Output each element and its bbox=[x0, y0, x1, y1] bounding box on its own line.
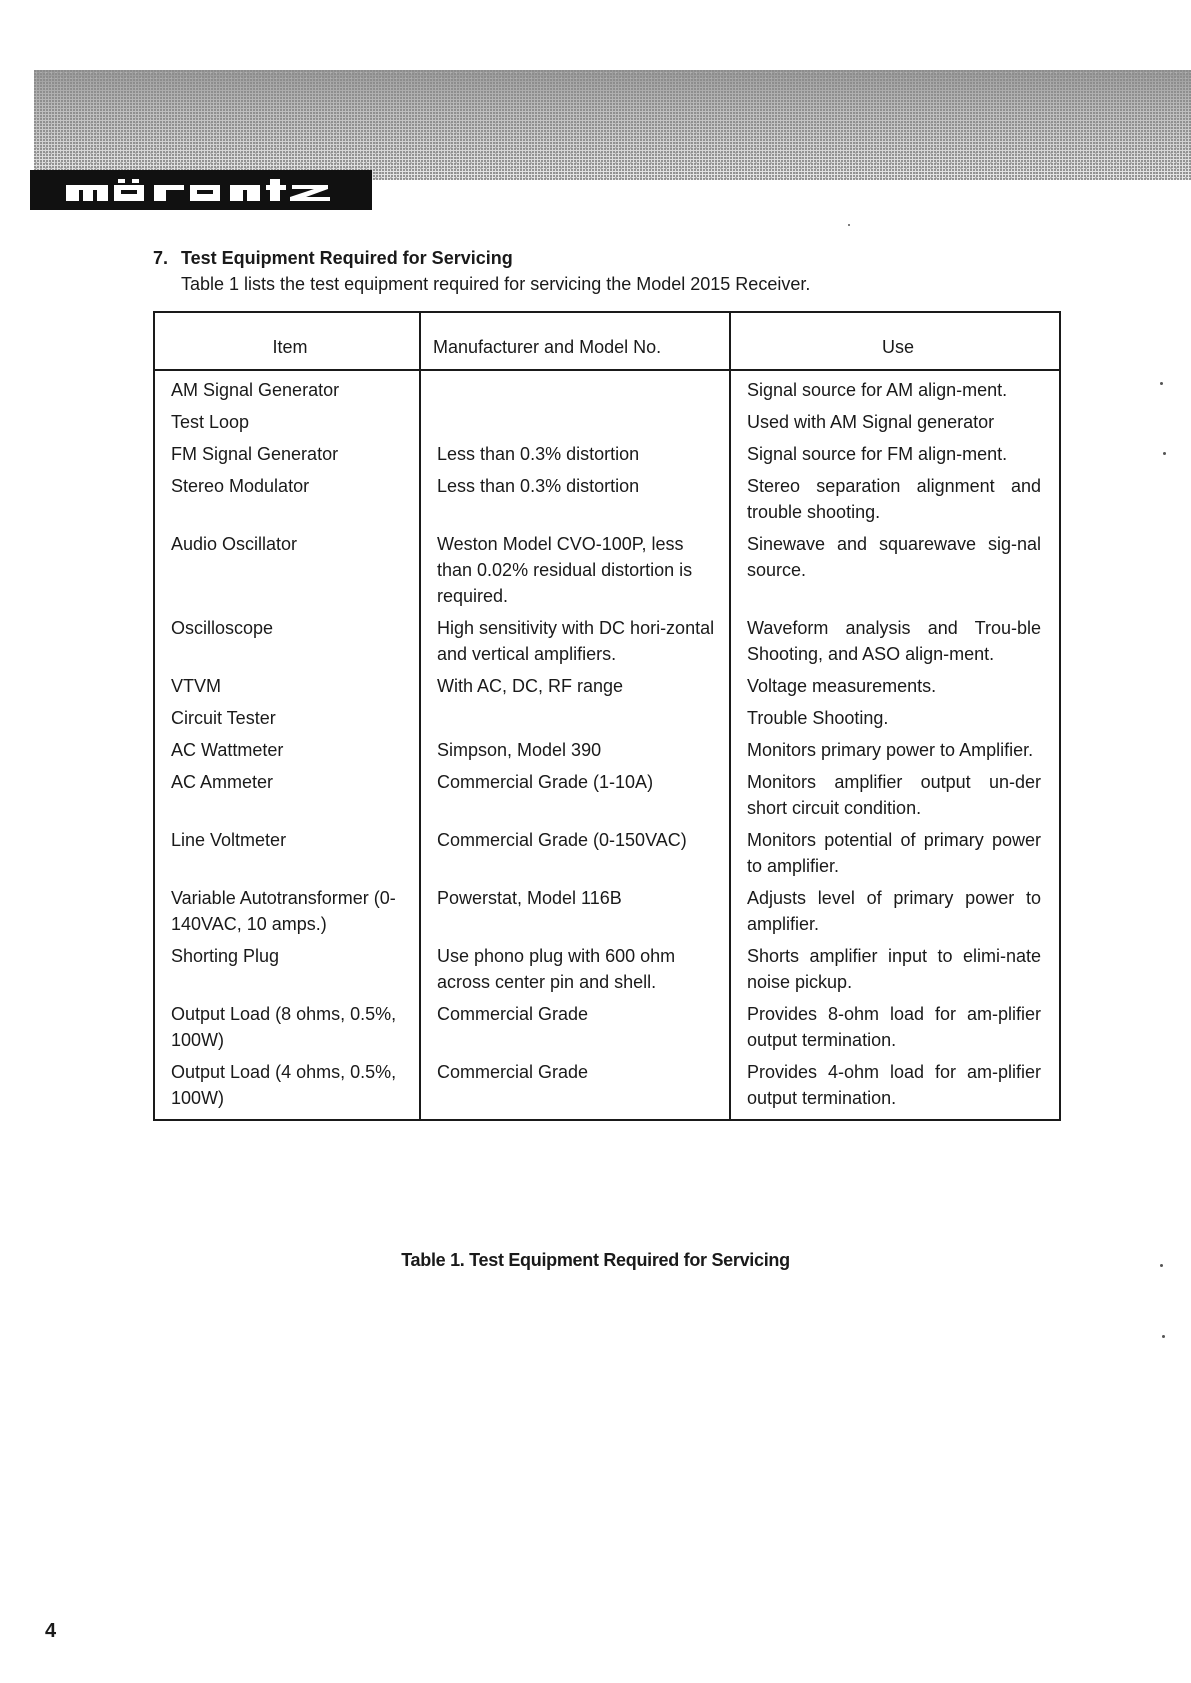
table-row bbox=[154, 441, 1060, 473]
cell-manufacturer bbox=[420, 370, 730, 409]
cell-manufacturer: Commercial Grade bbox=[420, 1001, 730, 1059]
column-header-item: Item bbox=[154, 312, 420, 370]
section-title: Test Equipment Required for Servicing bbox=[181, 248, 513, 268]
cell-use: Monitors amplifier output un-der short circuit condition. bbox=[730, 769, 1060, 827]
table-row bbox=[154, 769, 1060, 827]
scan-speck bbox=[1160, 382, 1163, 385]
cell-use: Sinewave and squarewave sig-nal source. bbox=[730, 531, 1060, 615]
table-row bbox=[154, 943, 1060, 1001]
cell-item: Output Load (4 ohms, 0.5%, 100W) bbox=[154, 1059, 420, 1120]
cell-use: Monitors primary power to Amplifier. bbox=[730, 737, 1060, 769]
cell-item: Variable Autotransformer (0-140VAC, 10 amps.) bbox=[154, 885, 420, 943]
header-halftone-band bbox=[34, 70, 1191, 180]
cell-item: Circuit Tester bbox=[154, 705, 420, 737]
section-number: 7. bbox=[153, 248, 169, 268]
cell-manufacturer: Commercial Grade (1-10A) bbox=[420, 769, 730, 827]
test-equipment-table bbox=[153, 311, 1061, 1121]
cell-use: Waveform analysis and Trou-ble Shooting, and ASO align-ment. bbox=[730, 615, 1060, 673]
cell-manufacturer: Commercial Grade bbox=[420, 1059, 730, 1120]
table-row bbox=[154, 673, 1060, 705]
table-row bbox=[154, 370, 1060, 409]
table-row bbox=[154, 531, 1060, 615]
marantz-logo-wordmark bbox=[66, 179, 336, 201]
cell-manufacturer: Commercial Grade (0-150VAC) bbox=[420, 827, 730, 885]
page-number: 4 bbox=[45, 1620, 57, 1642]
scan-speck bbox=[1160, 1264, 1163, 1267]
table-header-row bbox=[154, 312, 1060, 370]
scan-speck bbox=[1163, 452, 1166, 455]
cell-use: Adjusts level of primary power to amplifier. bbox=[730, 885, 1060, 943]
cell-use: Used with AM Signal generator bbox=[730, 409, 1060, 441]
cell-use: Signal source for FM align-ment. bbox=[730, 441, 1060, 473]
cell-use: Shorts amplifier input to elimi-nate noise pickup. bbox=[730, 943, 1060, 1001]
table-row bbox=[154, 705, 1060, 737]
cell-use: Voltage measurements. bbox=[730, 673, 1060, 705]
cell-manufacturer: High sensitivity with DC hori-zontal and vertical amplifiers. bbox=[420, 615, 730, 673]
table-row bbox=[154, 827, 1060, 885]
cell-use: Monitors potential of primary power to amplifier. bbox=[730, 827, 1060, 885]
cell-item: Audio Oscillator bbox=[154, 531, 420, 615]
cell-manufacturer: Less than 0.3% distortion bbox=[420, 473, 730, 531]
cell-manufacturer: Less than 0.3% distortion bbox=[420, 441, 730, 473]
cell-item: Stereo Modulator bbox=[154, 473, 420, 531]
cell-manufacturer bbox=[420, 705, 730, 737]
column-header-manufacturer: Manufacturer and Model No. bbox=[420, 312, 730, 370]
cell-use: Provides 8-ohm load for am-plifier output termination. bbox=[730, 1001, 1060, 1059]
table-row bbox=[154, 409, 1060, 441]
cell-item: AC Ammeter bbox=[154, 769, 420, 827]
cell-item: Shorting Plug bbox=[154, 943, 420, 1001]
cell-item: Test Loop bbox=[154, 409, 420, 441]
cell-manufacturer: Powerstat, Model 116B bbox=[420, 885, 730, 943]
cell-item: Output Load (8 ohms, 0.5%, 100W) bbox=[154, 1001, 420, 1059]
cell-item: Oscilloscope bbox=[154, 615, 420, 673]
cell-item: Line Voltmeter bbox=[154, 827, 420, 885]
cell-use: Trouble Shooting. bbox=[730, 705, 1060, 737]
cell-use: Stereo separation alignment and trouble shooting. bbox=[730, 473, 1060, 531]
section-intro: Table 1 lists the test equipment required for servicing the Model 2015 Receiver. bbox=[181, 274, 811, 294]
cell-manufacturer: Simpson, Model 390 bbox=[420, 737, 730, 769]
table-row bbox=[154, 1059, 1060, 1120]
table-row bbox=[154, 737, 1060, 769]
section-heading bbox=[153, 248, 513, 269]
cell-manufacturer: Use phono plug with 600 ohm across center pin and shell. bbox=[420, 943, 730, 1001]
cell-use: Provides 4-ohm load for am-plifier output termination. bbox=[730, 1059, 1060, 1120]
table-row bbox=[154, 885, 1060, 943]
cell-item: FM Signal Generator bbox=[154, 441, 420, 473]
cell-item: AC Wattmeter bbox=[154, 737, 420, 769]
table-caption: Table 1. Test Equipment Required for Servicing bbox=[401, 1250, 790, 1270]
table-row bbox=[154, 615, 1060, 673]
marantz-logo bbox=[30, 170, 372, 210]
table-row bbox=[154, 473, 1060, 531]
column-header-use: Use bbox=[730, 312, 1060, 370]
cell-manufacturer: With AC, DC, RF range bbox=[420, 673, 730, 705]
cell-item: VTVM bbox=[154, 673, 420, 705]
cell-item: AM Signal Generator bbox=[154, 370, 420, 409]
scan-speck bbox=[848, 224, 850, 226]
cell-use: Signal source for AM align-ment. bbox=[730, 370, 1060, 409]
scan-speck bbox=[1162, 1335, 1165, 1338]
cell-manufacturer: Weston Model CVO-100P, less than 0.02% residual distortion is required. bbox=[420, 531, 730, 615]
cell-manufacturer bbox=[420, 409, 730, 441]
table-row bbox=[154, 1001, 1060, 1059]
